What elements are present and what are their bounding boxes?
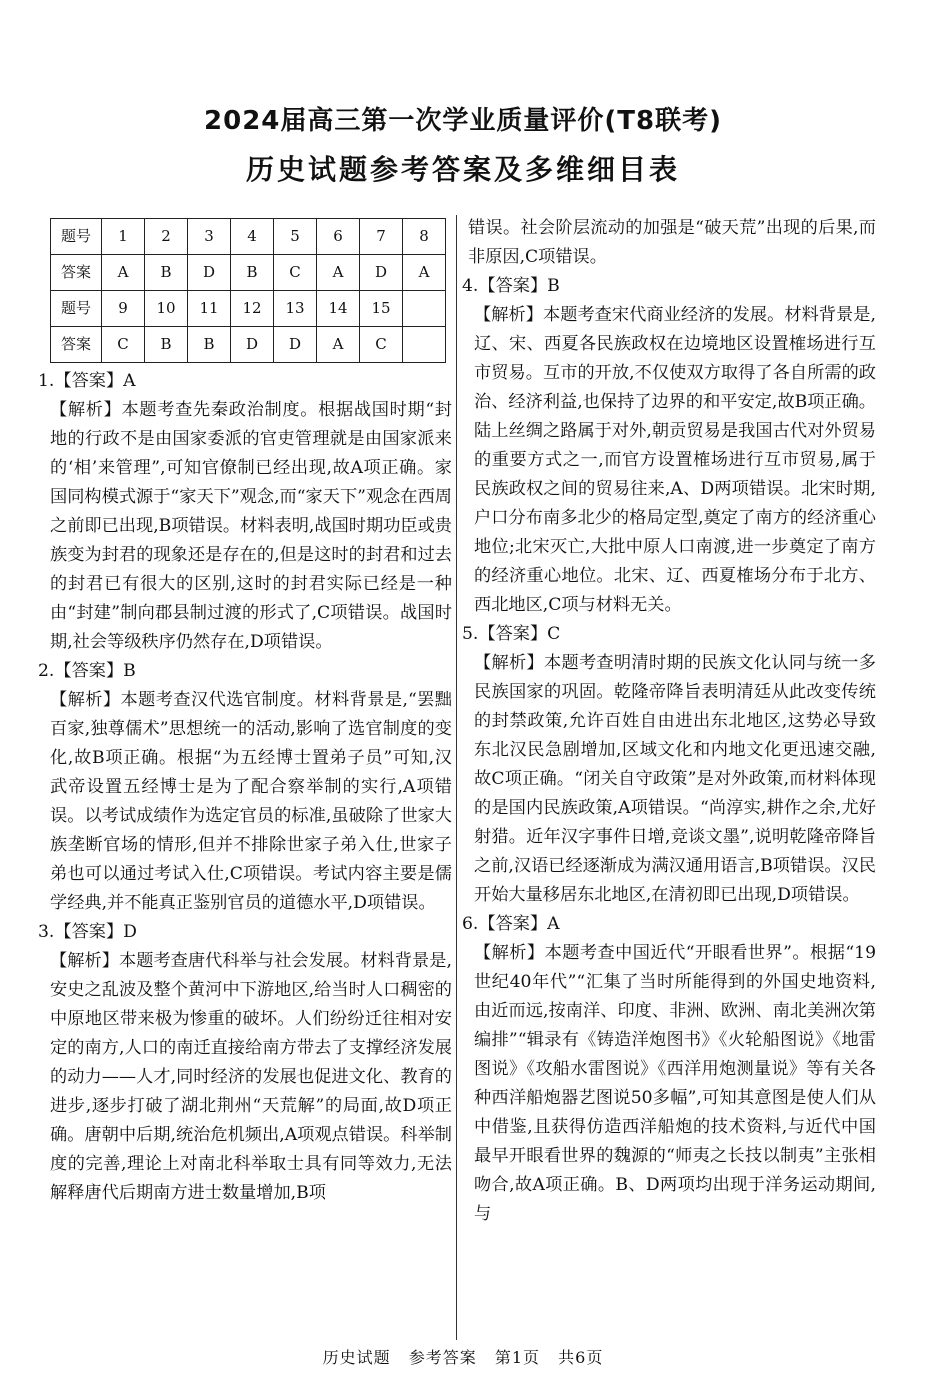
answer-table-cell: A [102,255,145,291]
answer-table-cell: 2 [145,219,188,255]
answer-table-cell: 1 [102,219,145,255]
answer-table-cell: 11 [188,291,231,327]
answer-table-cell: 12 [231,291,274,327]
answer-table-row [51,255,446,291]
answer-table-cell: 6 [317,219,360,255]
analysis-text: 【解析】本题考查宋代商业经济的发展。材料背景是,辽、宋、西夏各民族政权在边境地区设置榷场进行互市贸易。互市的开放,不仅使双方取得了各自所需的政治、经济利益,也保持了边界的和平安定,故B项正确。陆上丝绸之路属于对外,朝贡贸易是我国古代对外贸易的重要方式之一,而官方设置榷场进行互市贸易,属于民族政权之间的贸易往来,A、D两项错误。北宋时期,户口分布南多北少的格局定型,奠定了南方的经济重心地位;北宋灭亡,大批中原人口南渡,进一步奠定了南方的经济重心地位。北宋、辽、西夏榷场分布于北方、西北地区,C项与材料无关。 [474,305,876,615]
answer-table-cell [403,291,446,327]
answer-table-cell: A [317,327,360,363]
answer-table-header-cell: 答案 [51,327,102,363]
page-subtitle: 历史试题参考答案及多维细目表 [245,153,680,186]
answer-label: 5.【答案】C [462,624,561,644]
answer-table-cell: B [145,255,188,291]
answer-table-cell: 8 [403,219,446,255]
answer-table-header-cell: 答案 [51,255,102,291]
analysis-text: 【解析】本题考查汉代选官制度。材料背景是,“罢黜百家,独尊儒术”思想统一的活动,影响了选官制度的变化,故B项正确。根据“为五经博士置弟子员”可知,汉武帝设置五经博士是为了配合察举制的实行,A项错误。以考试成绩作为选定官员的标准,虽破除了世家大族垄断官场的情形,但并不排除世家子弟入仕,世家子弟也可以通过考试入仕,C项错误。考试内容主要是儒学经典,并不能真正鉴别官员的道德水平,D项错误。 [50,690,452,913]
question-6 [462,910,876,1229]
answer-table-cell: B [188,327,231,363]
answer-label: 6.【答案】A [462,914,560,934]
column-divider [456,215,457,1340]
answer-table-cell: D [188,255,231,291]
answer-table-cell: 4 [231,219,274,255]
footer-subject: 历史试题 [322,1348,391,1367]
analysis-text: 【解析】本题考查唐代科举与社会发展。材料背景是,安史之乱波及整个黄河中下游地区,给当时人口稠密的中原地区带来极为惨重的破坏。人们纷纷迁往相对安定的南方,人口的南迁直接给南方带去了支撑经济发展的动力——人才,同时经济的发展也促进文化、教育的进步,逐步打破了湖北荆州“天荒解”的局面,故D项正确。唐朝中后期,统治危机频出,A项观点错误。科举制度的完善,理论上对南北科举取士具有同等效力,无法解释唐代后期南方进士数量增加,B项 [50,951,452,1203]
answer-table-cell: 13 [274,291,317,327]
answer-label: 2.【答案】B [38,661,136,681]
answer-table-cell: 14 [317,291,360,327]
question-3 [38,918,452,1208]
right-column [462,214,876,1229]
answer-table-cell: D [231,327,274,363]
answer-table-cell: D [360,255,403,291]
answer-table-cell: B [145,327,188,363]
answer-table-cell [403,327,446,363]
answer-table-cell: A [317,255,360,291]
analysis-text: 【解析】本题考查明清时期的民族文化认同与统一多民族国家的巩固。乾隆帝降旨表明清廷从此改变传统的封禁政策,允许百姓自由进出东北地区,这势必导致东北汉民急剧增加,区域文化和内地文化更迅速交融,故C项正确。“闭关自守政策”是对外政策,而材料体现的是国内民族政策,A项错误。“尚淳实,耕作之余,尤好射猎。近年汉字事件日增,竞谈文墨”,说明乾隆帝降旨之前,汉语已经逐渐成为满汉通用语言,B项错误。汉民开始大量移居东北地区,在清初即已出现,D项错误。 [474,653,876,905]
question-4 [462,272,876,620]
answer-table-row [51,327,446,363]
answer-table-cell: 5 [274,219,317,255]
answer-table-row [51,219,446,255]
answer-label: 3.【答案】D [38,922,137,942]
answer-table-cell: 3 [188,219,231,255]
answer-label: 1.【答案】A [38,371,136,391]
analysis-text: 【解析】本题考查先秦政治制度。根据战国时期“封地的行政不是由国家委派的官吏管理就是由国家派来的‘相’来管理”,可知官僚制已经出现,故A项正确。家国同构模式源于“家天下”观念,而“家天下”观念在西周之前即已出现,B项错误。材料表明,战国时期功臣或贵族变为封君的现象还是存在的,但是这时的封君和过去的封君已有很大的区别,这时的封君实际已经是一种由“封建”制向郡县制过渡的形式了,C项错误。战国时期,社会等级秩序仍然存在,D项错误。 [50,400,452,652]
answer-table-cell: 9 [102,291,145,327]
answer-table-header-cell: 题号 [51,219,102,255]
page-footer [0,1345,926,1368]
answer-table-cell: B [231,255,274,291]
question-3-continued [468,214,876,272]
left-column [38,218,452,1208]
question-5 [462,620,876,910]
answer-table-header-cell: 题号 [51,291,102,327]
analysis-text: 【解析】本题考查中国近代“开眼看世界”。根据“19世纪40年代”“汇集了当时所能得到的外国史地资料,由近而远,按南洋、印度、非洲、欧洲、南北美洲次第编排”“辑录有《铸造洋炮图书》《火轮船图说》《地雷图说》《攻船水雷图说》《西洋用炮测量说》等有关各种西洋船炮器艺图说50多幅”,可知其意图是使人们从中借鉴,且获得仿造西洋船炮的技术资料,与近代中国最早开眼看世界的魏源的“师夷之长技以制夷”主张相吻合,故A项正确。B、D两项均出现于洋务运动期间,与 [474,943,876,1224]
answer-table [50,218,446,363]
analysis-text: 错误。社会阶层流动的加强是“破天荒”出现的后果,而非原因,C项错误。 [468,218,876,267]
footer-total: 共6页 [558,1348,604,1367]
answer-table-cell: 10 [145,291,188,327]
page-title: 2024届高三第一次学业质量评价(T8联考) [204,106,722,136]
footer-page: 第1页 [494,1348,541,1367]
answer-table-cell: A [403,255,446,291]
question-2 [38,657,452,918]
footer-doc: 参考答案 [408,1348,477,1367]
answer-table-cell: D [274,327,317,363]
answer-table-cell: 7 [360,219,403,255]
answer-table-cell: C [274,255,317,291]
answer-table-cell: 15 [360,291,403,327]
question-1 [38,367,452,657]
answer-table-cell: C [102,327,145,363]
answer-table-row [51,291,446,327]
answer-table-cell: C [360,327,403,363]
answer-label: 4.【答案】B [462,276,560,296]
